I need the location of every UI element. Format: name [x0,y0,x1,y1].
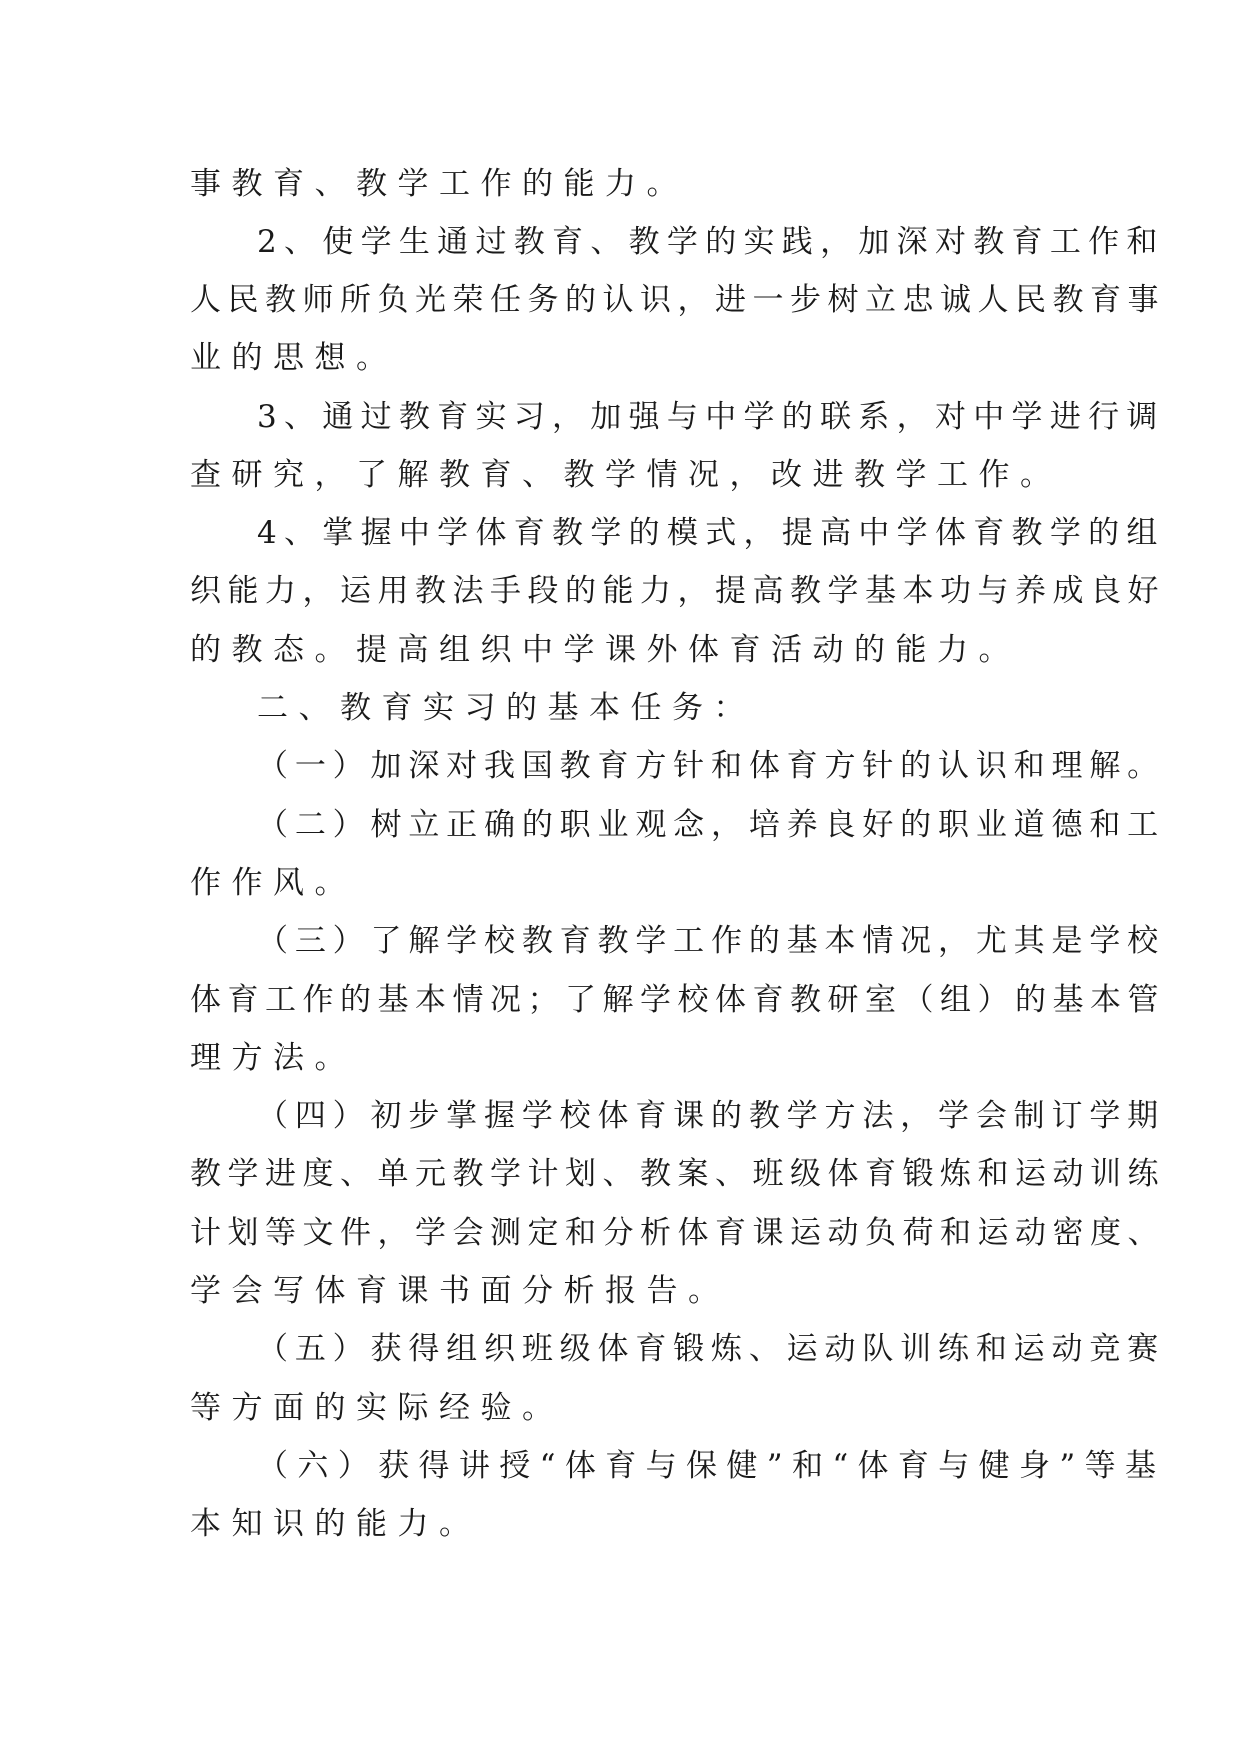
text-line: 3、通过教育实习，加强与中学的联系，对中学进行调 [257,399,1165,435]
text-line: 业的思想。 [190,340,398,376]
text-line: （二）树立正确的职业观念，培养良好的职业道德和工 [257,807,1165,843]
text-line: 教学进度、单元教学计划、教案、班级体育锻炼和运动训练 [190,1156,1165,1192]
text-line: 作作风。 [190,865,356,901]
text-line: 学会写体育课书面分析报告。 [190,1273,730,1309]
text-line: （一）加深对我国教育方针和体育方针的认识和理解。 [257,748,1165,784]
text-line: 织能力，运用教法手段的能力，提高教学基本功与养成良好 [190,573,1165,609]
text-line: 等方面的实际经验。 [190,1390,564,1426]
text-line: 理方法。 [190,1040,356,1076]
text-line: 4、掌握中学体育教学的模式，提高中学体育教学的组 [257,515,1165,551]
text-line: 查研究，了解教育、教学情况，改进教学工作。 [190,457,1062,493]
section-heading: 二、教育实习的基本任务： [257,690,755,726]
text-line: 体育工作的基本情况；了解学校体育教研室（组）的基本管 [190,982,1165,1018]
text-line: （四）初步掌握学校体育课的教学方法，学会制订学期 [257,1098,1165,1134]
text-line: 事教育、教学工作的能力。 [190,166,688,202]
text-line: 计划等文件，学会测定和分析体育课运动负荷和运动密度、 [190,1215,1165,1251]
text-line: 人民教师所负光荣任务的认识，进一步树立忠诚人民教育事 [190,282,1165,318]
text-line: （三）了解学校教育教学工作的基本情况，尤其是学校 [257,923,1165,959]
text-line: （六）获得讲授“体育与保健”和“体育与健身”等基 [257,1448,1166,1484]
text-line: 2、使学生通过教育、教学的实践，加深对教育工作和 [257,224,1165,260]
text-line: 的教态。提高组织中学课外体育活动的能力。 [190,632,1020,668]
text-line: 本知识的能力。 [190,1506,481,1542]
text-line: （五）获得组织班级体育锻炼、运动队训练和运动竞赛 [257,1331,1165,1367]
